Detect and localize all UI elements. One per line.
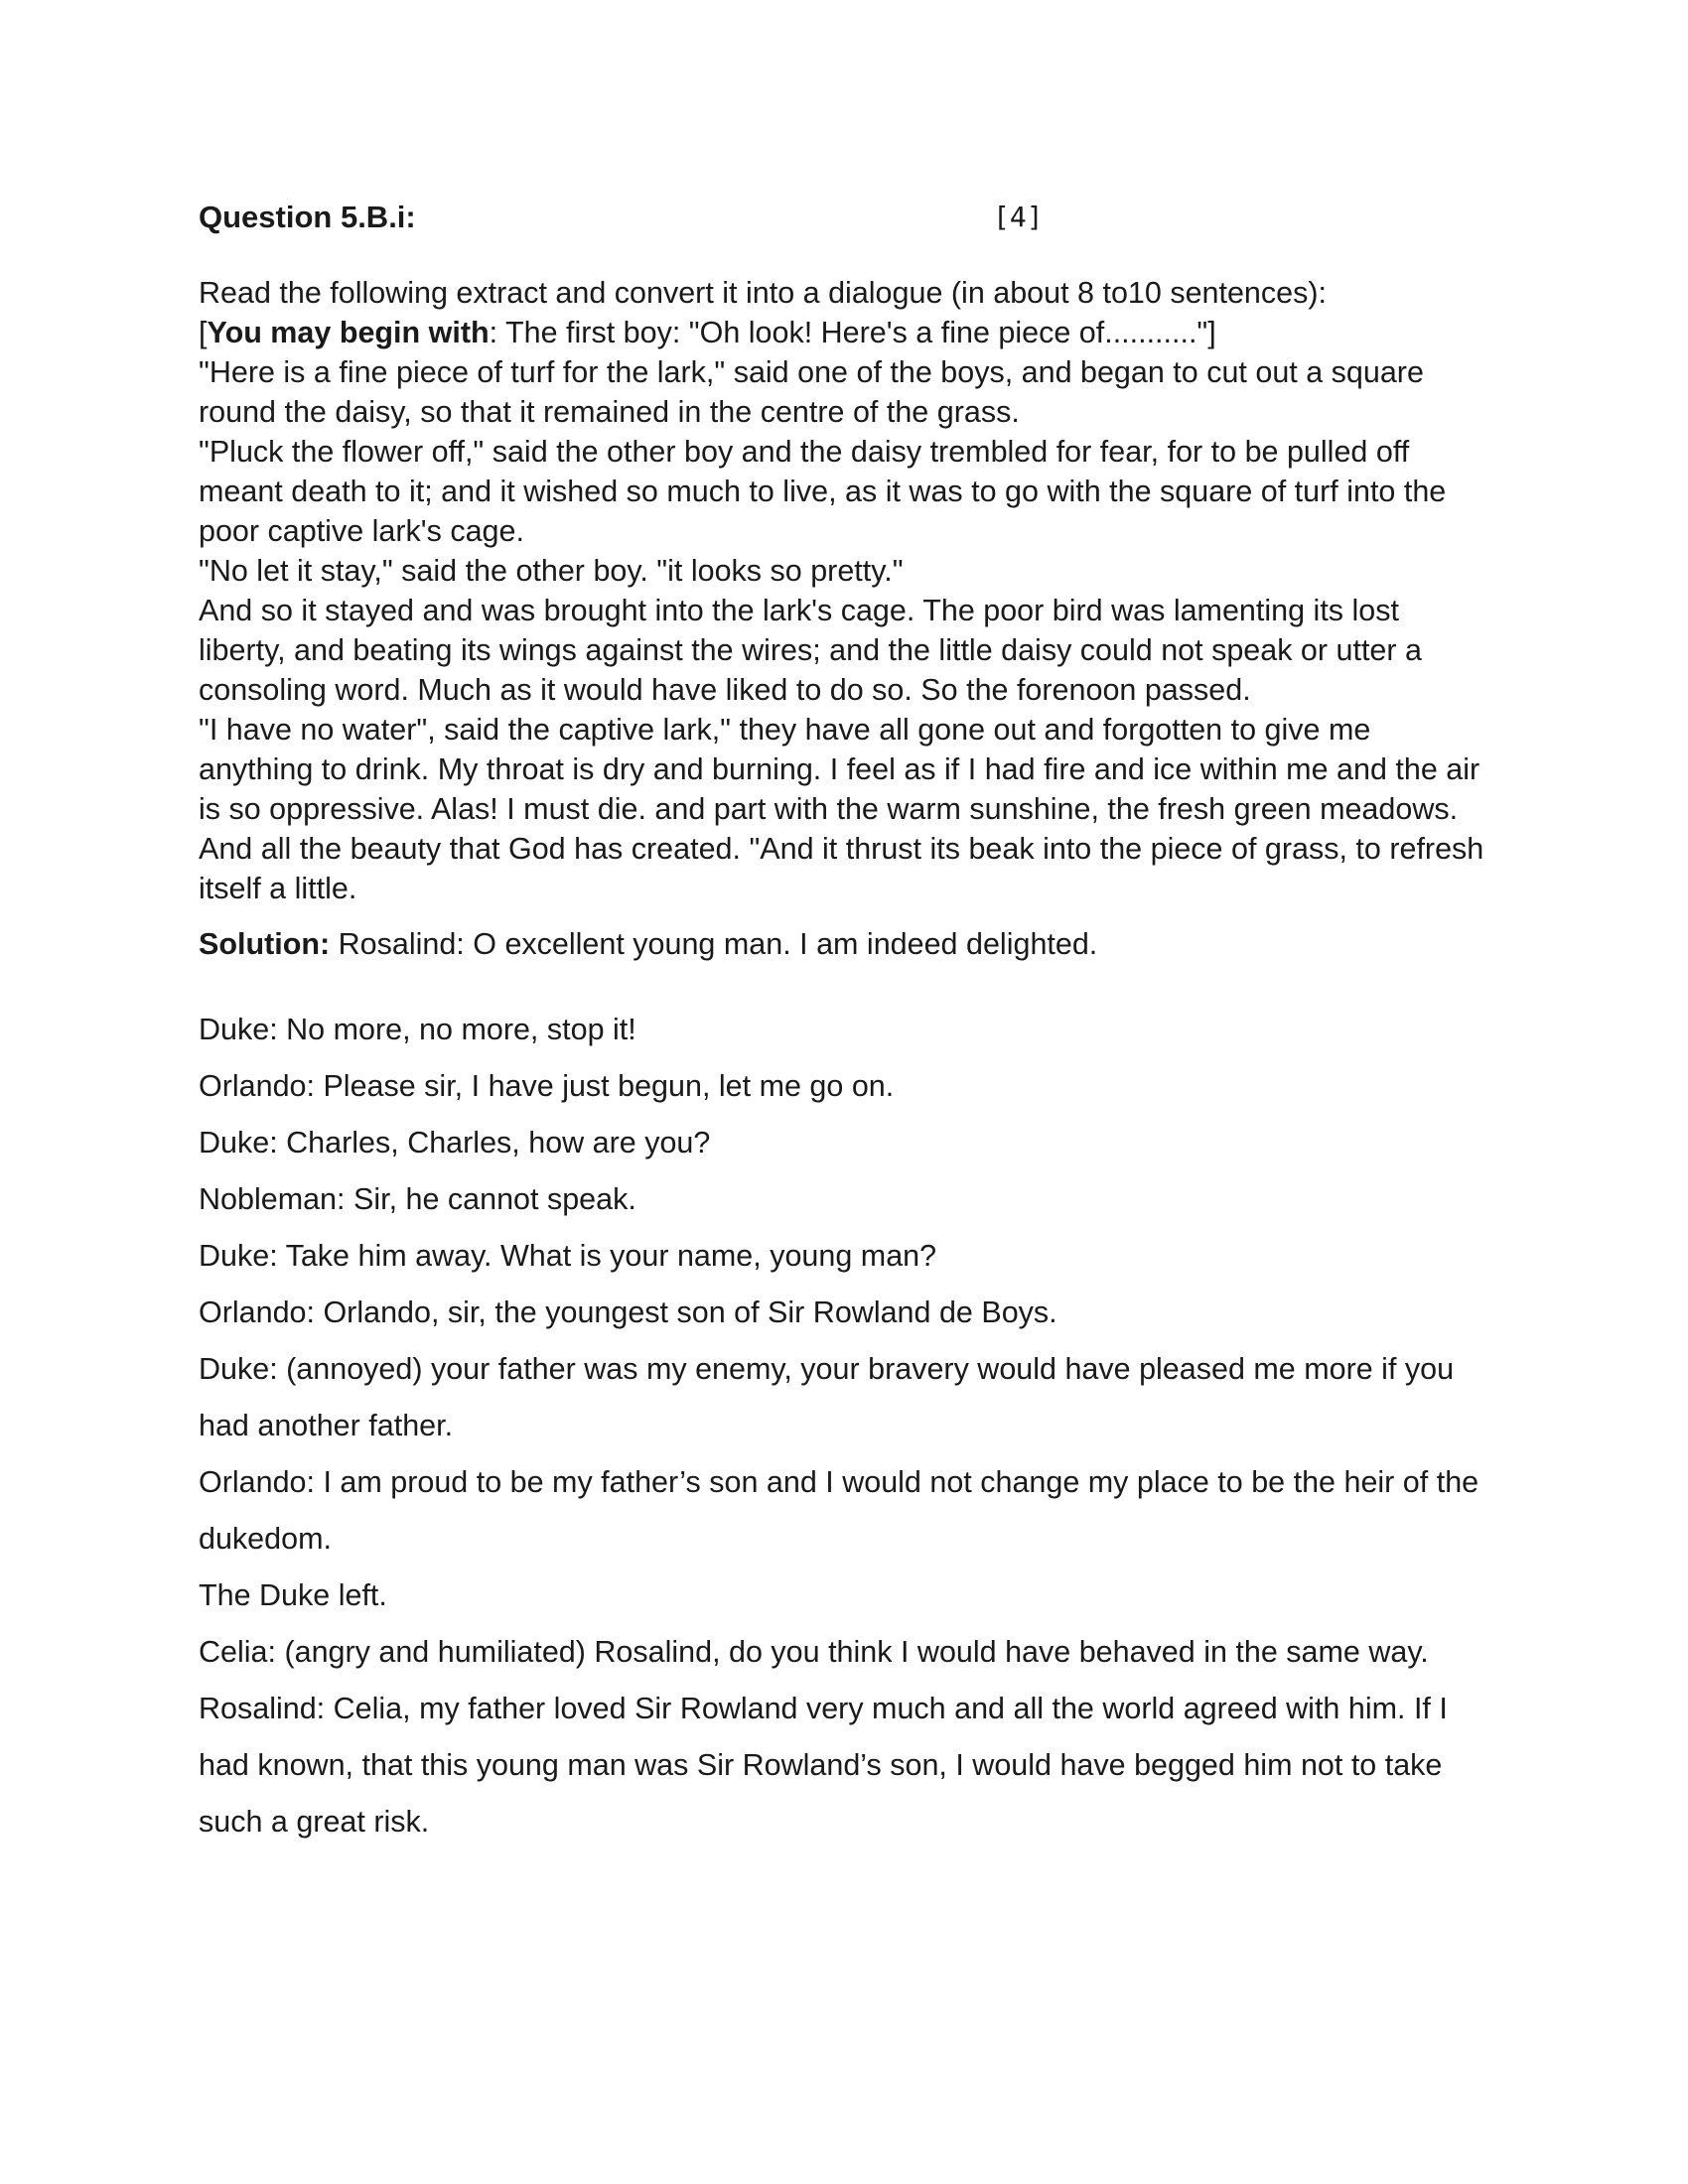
dialogue-line: Celia: (angry and humiliated) Rosalind, do you think I would have behaved in the same way. <box>199 1635 1429 1669</box>
instruction-text: Read the following extract and convert it into a dialogue (in about 8 to10 sentences): <box>199 276 1327 310</box>
begin-with-text: : The first boy: "Oh look! Here's a fine piece of..........."] <box>489 316 1216 349</box>
dialogue-line: Duke: (annoyed) your father was my enemy, your bravery would have pleased me more if you had another father. <box>199 1352 1455 1442</box>
extract-paragraph: And so it stayed and was brought into the lark's cage. The poor bird was lamenting its lost liberty, and beating its wings against the wires; and the little daisy could not speak or utter a consoling word. Much as it would have liked to do so. So the forenoon passed. <box>199 594 1422 707</box>
begin-with-line <box>199 313 1489 352</box>
dialogue-line: Orlando: Orlando, sir, the youngest son of Sir Rowland de Boys. <box>199 1296 1057 1329</box>
dialogue-line: Orlando: Please sir, I have just begun, let me go on. <box>199 1069 895 1103</box>
document-page <box>199 194 1489 1850</box>
dialogue-line: Nobleman: Sir, he cannot speak. <box>199 1182 636 1216</box>
dialogue-section <box>199 1002 1489 1850</box>
solution-section <box>199 924 1489 964</box>
question-title: Question 5.B.i: <box>199 200 416 234</box>
begin-with-label: You may begin with <box>207 316 490 349</box>
dialogue-line: The Duke left. <box>199 1578 387 1612</box>
dialogue-line: Duke: No more, no more, stop it! <box>199 1013 636 1046</box>
extract-paragraph: "Pluck the flower off," said the other boy and the daisy trembled for fear, for to be pulled off meant death to it; and it wished so much to live, as it was to go with the square of turf into the poor captive lark's cage. <box>199 435 1447 548</box>
solution-label: Solution: <box>199 927 331 961</box>
dialogue-line: Orlando: I am proud to be my father’s son and I would not change my place to be the heir of the dukedom. <box>199 1465 1479 1556</box>
dialogue-line: Duke: Take him away. What is your name, young man? <box>199 1239 937 1273</box>
extract-section <box>199 273 1489 908</box>
solution-first-text: Rosalind: O excellent young man. I am indeed delighted. <box>330 927 1098 961</box>
extract-paragraph: "No let it stay," said the other boy. "it looks so pretty." <box>199 554 904 588</box>
dialogue-line: Rosalind: Celia, my father loved Sir Rowland very much and all the world agreed with him. If I had known, that this young man was Sir Rowland’s son, I would have begged him not to take such a great risk. <box>199 1692 1448 1839</box>
question-header <box>199 194 1489 241</box>
question-marks: [4] <box>993 201 1044 233</box>
begin-open-bracket: [ <box>199 316 208 349</box>
extract-paragraph: "Here is a fine piece of turf for the lark," said one of the boys, and began to cut out a square round the daisy, so that it remained in the centre of the grass. <box>199 355 1424 429</box>
dialogue-line: Duke: Charles, Charles, how are you? <box>199 1126 711 1160</box>
solution-first-line <box>199 924 1489 964</box>
extract-paragraph: "I have no water", said the captive lark," they have all gone out and forgotten to give me anything to drink. My throat is dry and burning. I feel as if I had fire and ice within me and the air is so oppressive. Alas! I must die. and part with the warm sunshine, the fresh green meadows. And all the beauty that God has created. "And it thrust its beak into the piece of grass, to refresh itself a little. <box>199 713 1484 905</box>
